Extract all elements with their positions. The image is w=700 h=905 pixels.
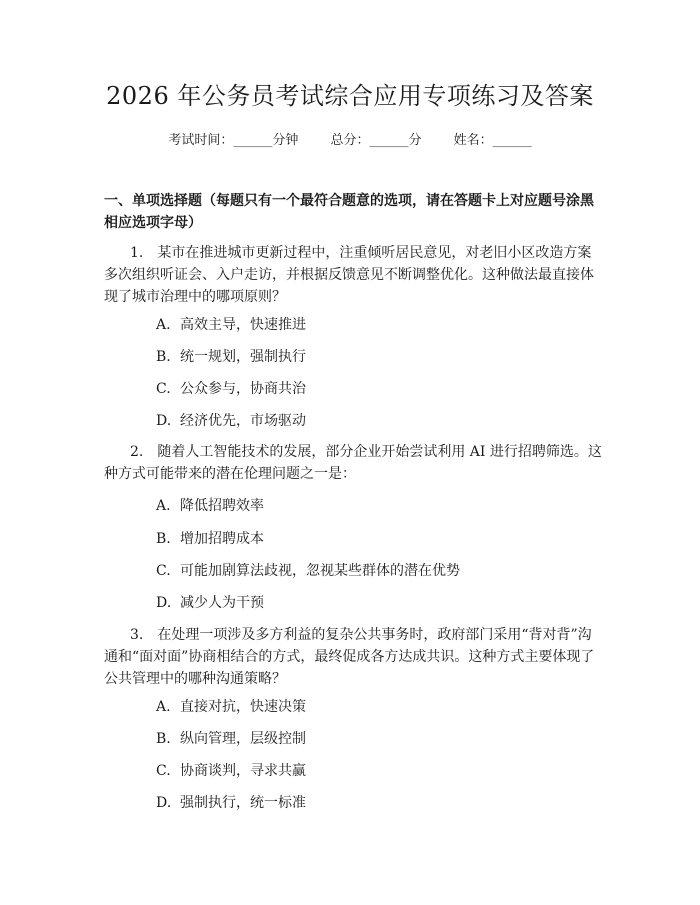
section-heading: 一、单项选择题（每题只有一个最符合题意的选项，请在答题卡上对应题号涂黑相应选项字母） bbox=[104, 193, 594, 231]
option-text: 经济优先，市场驱动 bbox=[180, 413, 306, 429]
question-2-option-d bbox=[156, 592, 606, 614]
option-letter: C. bbox=[156, 563, 171, 579]
question-1-option-d bbox=[156, 410, 606, 432]
option-text: 强制执行，统一标准 bbox=[180, 795, 306, 811]
question-2-option-b bbox=[156, 528, 606, 550]
option-text: 协商谈判，寻求共赢 bbox=[180, 763, 306, 779]
option-letter: D. bbox=[156, 795, 172, 811]
option-letter: C. bbox=[156, 381, 171, 397]
question-1-option-c bbox=[156, 378, 606, 400]
exam-info bbox=[0, 131, 700, 151]
question-3-option-c bbox=[156, 760, 606, 782]
question-2: 2. 随着人工智能技术的发展，部分企业开始尝试利用 AI 进行招聘筛选。这种方式可能带来的潜在伦理问题之一是： bbox=[104, 444, 602, 482]
option-text: 统一规划，强制执行 bbox=[180, 349, 306, 365]
option-letter: A. bbox=[156, 699, 171, 715]
page-title: 2026 年公务员考试综合应用专项练习及答案 bbox=[106, 82, 594, 110]
option-letter: B. bbox=[156, 531, 171, 547]
option-letter: D. bbox=[156, 413, 172, 429]
question-1: 1. 某市在推进城市更新过程中，注重倾听居民意见，对老旧小区改造方案多次组织听证会、入户走访，并根据反馈意见不断调整优化。这种做法最直接体现了城市治理中的哪项原则？ bbox=[104, 245, 594, 305]
question-1-option-b bbox=[156, 346, 606, 368]
question-3-option-a bbox=[156, 696, 606, 718]
option-letter: D. bbox=[156, 595, 172, 611]
exam-time-field: 考试时间：______分钟 bbox=[168, 133, 299, 148]
option-text: 减少人为干预 bbox=[180, 595, 264, 611]
option-letter: A. bbox=[156, 498, 171, 514]
question-2-option-a bbox=[156, 495, 606, 517]
option-text: 纵向管理，层级控制 bbox=[180, 731, 306, 747]
option-text: 公众参与，协商共治 bbox=[180, 381, 306, 397]
name-field: 姓名：______ bbox=[453, 133, 532, 148]
option-letter: B. bbox=[156, 349, 171, 365]
option-text: 增加招聘成本 bbox=[180, 531, 264, 547]
question-3-option-d bbox=[156, 792, 606, 814]
option-letter: A. bbox=[156, 317, 171, 333]
option-letter: C. bbox=[156, 763, 171, 779]
question-3-option-b bbox=[156, 728, 606, 750]
question-3: 3. 在处理一项涉及多方利益的复杂公共事务时，政府部门采用“背对背”沟通和“面对面”协商相结合的方式，最终促成各方达成共识。这种方式主要体现了公共管理中的哪种沟通策略？ bbox=[104, 627, 595, 687]
option-text: 高效主导，快速推进 bbox=[180, 317, 306, 333]
question-1-option-a bbox=[156, 314, 606, 336]
option-text: 可能加剧算法歧视，忽视某些群体的潜在优势 bbox=[180, 563, 460, 579]
total-score-field: 总分：______分 bbox=[330, 133, 422, 148]
question-2-option-c bbox=[156, 560, 606, 582]
option-text: 降低招聘效率 bbox=[180, 498, 264, 514]
option-letter: B. bbox=[156, 731, 171, 747]
option-text: 直接对抗，快速决策 bbox=[180, 699, 306, 715]
